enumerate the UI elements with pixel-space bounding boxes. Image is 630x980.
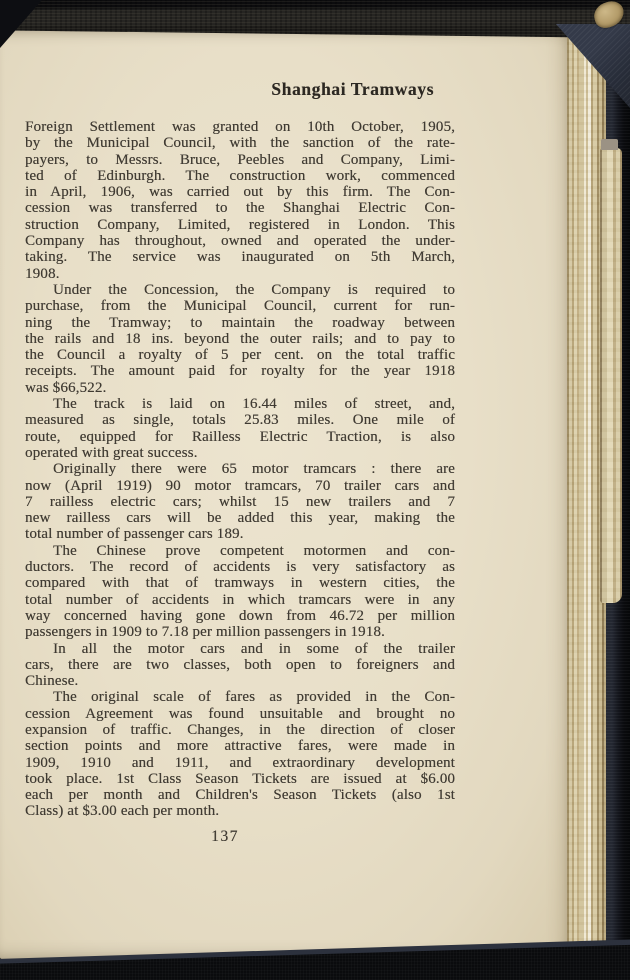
text-line: Class) at $3.00 each per month.	[25, 803, 220, 820]
text-line: Company has throughout, owned and operated the under-	[25, 233, 455, 250]
text-line: expansion of traffic. Changes, in the direction of closer	[25, 721, 455, 738]
text-line: ted of Edinburgh. The construction work, commenced	[25, 167, 455, 184]
paragraph	[25, 282, 455, 396]
text-line: 1909, 1910 and 1911, and extraordinary development	[25, 754, 455, 771]
text-line: each per month and Children's Season Tickets (also 1st	[25, 787, 455, 804]
text-line: the Council a royalty of 5 per cent. on the total traffic	[25, 347, 455, 364]
text-line: struction Company, Limited, registered in London. This	[25, 216, 455, 233]
paragraph	[25, 689, 455, 819]
paragraph	[25, 543, 455, 641]
text-line: was $66,522.	[25, 379, 107, 396]
text-line: The Chinese prove competent motormen and con-	[53, 542, 455, 559]
text-line: purchase, from the Municipal Council, current for run-	[25, 298, 455, 315]
text-line: cars, there are two classes, both open to foreigners and	[25, 656, 455, 673]
paragraph	[25, 396, 455, 461]
page-heading: Shanghai Tramways	[271, 79, 434, 99]
text-line: Foreign Settlement was granted on 10th October, 1905,	[25, 119, 455, 135]
text-line: 7 railless electric cars; whilst 15 new trailers and 7	[25, 493, 455, 510]
text-line: taking. The service was inaugurated on 5th March,	[25, 249, 455, 266]
text-line: measured as single, totals 25.83 miles. One mile of	[25, 412, 455, 429]
text-line: ductors. The record of accidents is very satisfactory as	[25, 559, 455, 576]
paragraph	[25, 119, 455, 282]
text-line: In all the motor cars and in some of the trailer	[53, 640, 455, 657]
text-line: route, equipped for Railless Electric Traction, is also	[25, 428, 455, 445]
text-line: payers, to Messrs. Bruce, Peebles and Company, Limi-	[25, 151, 455, 168]
text-line: in April, 1906, was carried out by this firm. The Con-	[25, 184, 455, 201]
text-line: section points and more attractive fares, were made in	[25, 738, 455, 755]
text-line: The original scale of fares as provided in the Con-	[53, 689, 455, 706]
book-page	[0, 29, 567, 959]
text-line: Under the Concession, the Company is required to	[53, 281, 455, 298]
paragraph	[25, 461, 455, 542]
text-line: way concerned having gone down from 46.72 per million	[25, 607, 455, 624]
text-line: 1908.	[25, 265, 60, 282]
text-line: cession Agreement was found unsuitable and brought no	[25, 705, 455, 722]
text-line: Chinese.	[25, 673, 79, 690]
text-line: operated with great success.	[25, 444, 198, 461]
text-line: ning the Tramway; to maintain the roadway between	[25, 314, 455, 331]
text-line: total number of accidents in which tramcars were in any	[25, 591, 455, 608]
page-edges-back-stack	[600, 148, 622, 603]
text-line: receipts. The amount paid for royalty for the year 1918	[25, 363, 455, 380]
text-line: The track is laid on 16.44 miles of street, and,	[53, 396, 455, 413]
page-body-text	[25, 119, 455, 820]
page-number: 137	[211, 827, 239, 845]
text-line: cession was transferred to the Shanghai Electric Con-	[25, 200, 455, 217]
text-line: the rails and 18 ins. beyond the outer rails; and to pay to	[25, 330, 455, 347]
text-line: total number of passenger cars 189.	[25, 526, 244, 543]
text-line: compared with that of tramways in western cities, the	[25, 575, 455, 592]
text-line: Originally there were 65 motor tramcars : there are	[53, 461, 455, 478]
text-line: now (April 1919) 90 motor tramcars, 70 trailer cars and	[25, 477, 455, 494]
text-line: passengers in 1909 to 7.18 per million passengers in 1918.	[25, 624, 385, 641]
text-column	[25, 29, 455, 846]
text-line: new railless cars will be added this year, making the	[25, 510, 455, 527]
text-line: took place. 1st Class Season Tickets are issued at $6.00	[25, 770, 455, 787]
text-line: by the Municipal Council, with the sanction of the rate-	[25, 135, 455, 152]
paragraph	[25, 641, 455, 690]
